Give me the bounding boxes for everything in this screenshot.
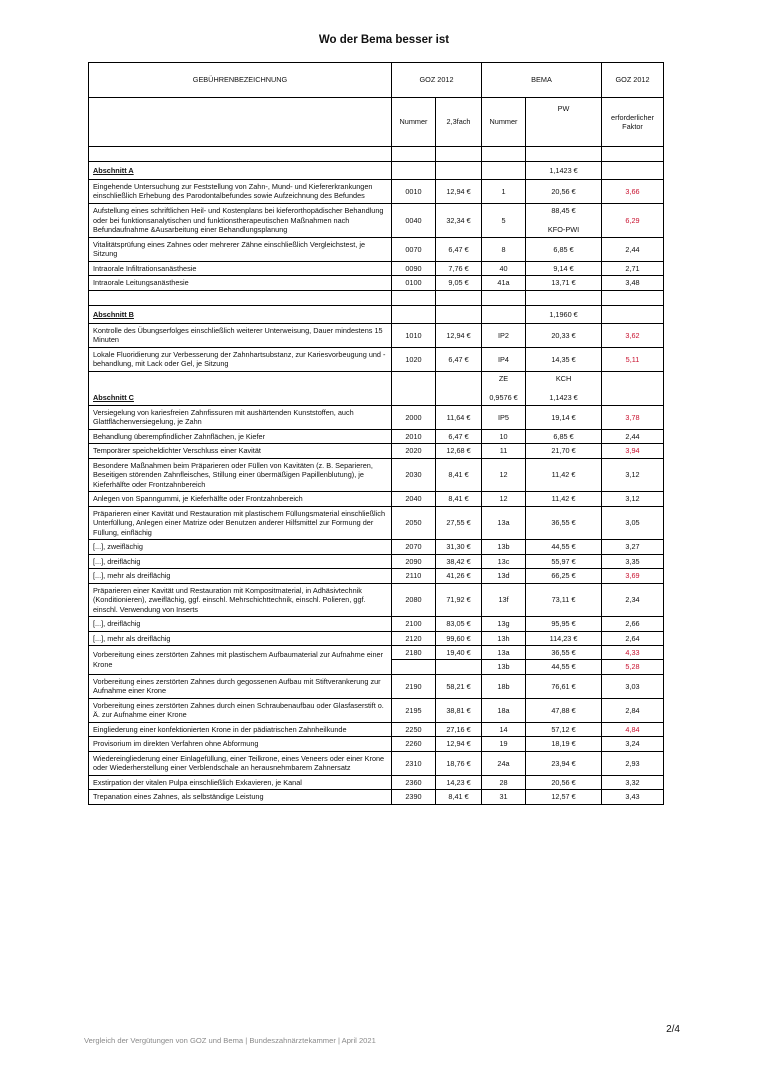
spacer-cell xyxy=(392,290,436,305)
table-row xyxy=(89,261,664,275)
bema-number: 13a xyxy=(482,645,526,659)
goz-number: 2040 xyxy=(392,492,436,506)
table-row xyxy=(89,554,664,568)
goz-number: 2090 xyxy=(392,554,436,568)
fee-comparison-table xyxy=(88,62,664,805)
bema-number: 1 xyxy=(482,180,526,204)
empty-cell xyxy=(436,305,482,323)
section-pw: 1,1423 € xyxy=(526,162,602,180)
spacer-cell xyxy=(89,290,392,305)
bema-number: 13b xyxy=(482,660,526,674)
table-row xyxy=(89,203,664,237)
bema-pw xyxy=(526,347,602,371)
bema-pw xyxy=(526,203,602,237)
table-row xyxy=(89,775,664,789)
bema-pw xyxy=(526,698,602,722)
bema-pw-value: 57,12 € xyxy=(551,724,576,734)
bema-pw-value: 95,95 € xyxy=(551,619,576,629)
empty-cell xyxy=(602,305,664,323)
subheader-nummer-goz: Nummer xyxy=(392,98,436,147)
table-row xyxy=(89,492,664,506)
table-header-row xyxy=(89,63,664,98)
bema-number: IP5 xyxy=(482,405,526,429)
bema-pw-value: 20,33 € xyxy=(551,330,576,340)
goz-number: 2050 xyxy=(392,506,436,539)
goz-number: 2360 xyxy=(392,775,436,789)
goz-2-3fach-amount: 27,16 € xyxy=(436,722,482,736)
required-factor: 3,32 xyxy=(602,775,664,789)
subheader-2-3fach: 2,3fach xyxy=(436,98,482,147)
bema-pw xyxy=(526,751,602,775)
subheader-nummer-bema: Nummer xyxy=(482,98,526,147)
bema-pw-value: 76,61 € xyxy=(551,681,576,691)
empty-cell xyxy=(482,305,526,323)
bema-pw xyxy=(526,554,602,568)
kch-label: KCH xyxy=(555,373,572,383)
required-factor: 3,12 xyxy=(602,458,664,491)
empty-cell xyxy=(392,660,436,674)
goz-number: 2195 xyxy=(392,698,436,722)
fee-description: [...], dreiflächig xyxy=(89,617,392,631)
required-factor: 2,66 xyxy=(602,617,664,631)
spacer-cell xyxy=(482,290,526,305)
bema-pw xyxy=(526,506,602,539)
bema-pw xyxy=(526,631,602,645)
table-subheader-row xyxy=(89,98,664,147)
required-factor: 3,78 xyxy=(602,405,664,429)
goz-2-3fach-amount: 6,47 € xyxy=(436,429,482,443)
bema-number: 12 xyxy=(482,458,526,491)
table-row xyxy=(89,347,664,371)
table-row xyxy=(89,444,664,458)
header-goz-right: GOZ 2012 xyxy=(602,63,664,98)
bema-pw-value: 44,55 € xyxy=(551,542,576,552)
goz-number: 0010 xyxy=(392,180,436,204)
goz-2-3fach-amount: 8,41 € xyxy=(436,492,482,506)
required-factor: 2,44 xyxy=(602,237,664,261)
required-factor: 3,62 xyxy=(602,323,664,347)
bema-pw xyxy=(526,180,602,204)
bema-pw-value: 13,71 € xyxy=(551,278,576,288)
bema-number: 13a xyxy=(482,506,526,539)
bema-number: 19 xyxy=(482,737,526,751)
required-factor: 5,11 xyxy=(602,347,664,371)
fee-description: [...], dreiflächig xyxy=(89,554,392,568)
bema-pw-value: 23,94 € xyxy=(551,758,576,768)
goz-number: 0090 xyxy=(392,261,436,275)
bema-number: 8 xyxy=(482,237,526,261)
goz-number: 2030 xyxy=(392,458,436,491)
bema-pw-value: 66,25 € xyxy=(551,571,576,581)
bema-pw-value: 20,56 € xyxy=(551,186,576,196)
goz-2-3fach-amount: 12,94 € xyxy=(436,323,482,347)
goz-number: 2110 xyxy=(392,569,436,583)
bema-number: 40 xyxy=(482,261,526,275)
section-pw: 1,1960 € xyxy=(526,305,602,323)
bema-pw xyxy=(526,444,602,458)
spacer-cell xyxy=(436,290,482,305)
goz-number: 2190 xyxy=(392,674,436,698)
bema-number: 13h xyxy=(482,631,526,645)
spacer-row xyxy=(89,290,664,305)
goz-2-3fach-amount: 32,34 € xyxy=(436,203,482,237)
goz-2-3fach-amount: 6,47 € xyxy=(436,237,482,261)
required-factor: 3,05 xyxy=(602,506,664,539)
goz-2-3fach-amount: 9,05 € xyxy=(436,276,482,290)
required-factor: 2,84 xyxy=(602,698,664,722)
fee-description: Präparieren einer Kavität und Restauration mit Kompositmaterial, in Adhäsivtechnik (Konditionieren), zweiflächig, ggf. einschl. Mehrschichttechnik, einschl. Polieren, ggf. einschl. Verwendung von Inserts xyxy=(89,583,392,616)
table-row xyxy=(89,540,664,554)
goz-2-3fach-amount: 99,60 € xyxy=(436,631,482,645)
table-row xyxy=(89,180,664,204)
fee-description: Vorbereitung eines zerstörten Zahnes mit plastischem Aufbaumaterial zur Aufnahme einer Krone xyxy=(89,645,392,674)
bema-pw-value: 12,57 € xyxy=(551,792,576,802)
required-factor: 3,94 xyxy=(602,444,664,458)
goz-2-3fach-amount: 12,94 € xyxy=(436,737,482,751)
bema-number: 10 xyxy=(482,429,526,443)
required-factor: 2,34 xyxy=(602,583,664,616)
bema-number: 18a xyxy=(482,698,526,722)
fee-description: Vorbereitung eines zerstörten Zahnes durch gegossenen Aufbau mit Stiftverankerung zur Aufnahme einer Krone xyxy=(89,674,392,698)
bema-pw-value: 114,23 € xyxy=(549,633,578,643)
required-factor: 3,43 xyxy=(602,790,664,804)
goz-2-3fach-amount: 19,40 € xyxy=(436,645,482,659)
goz-2-3fach-amount: 7,76 € xyxy=(436,261,482,275)
bema-number: 13d xyxy=(482,569,526,583)
bema-pw xyxy=(526,458,602,491)
table-row xyxy=(89,276,664,290)
required-factor: 6,29 xyxy=(602,203,664,237)
bema-number: 13g xyxy=(482,617,526,631)
bema-pw xyxy=(526,674,602,698)
empty-cell xyxy=(436,371,482,405)
table-row xyxy=(89,737,664,751)
table-row xyxy=(89,506,664,539)
fee-description: [...], mehr als dreiflächig xyxy=(89,631,392,645)
goz-2-3fach-amount: 58,21 € xyxy=(436,674,482,698)
subheader-pw: PW xyxy=(526,98,602,147)
goz-2-3fach-amount: 38,42 € xyxy=(436,554,482,568)
fee-description: Lokale Fluoridierung zur Verbesserung der Zahnhartsubstanz, zur Kariesvorbeugung und -behandlung, mit Lack oder Gel, je Sitzung xyxy=(89,347,392,371)
bema-pw xyxy=(526,237,602,261)
section-row-b xyxy=(89,305,664,323)
subheader-blank xyxy=(89,98,392,147)
goz-number: 0070 xyxy=(392,237,436,261)
table-row xyxy=(89,751,664,775)
spacer-cell xyxy=(526,290,602,305)
empty-cell xyxy=(392,371,436,405)
bema-pw xyxy=(526,276,602,290)
bema-pw-value: 6,85 € xyxy=(553,244,574,254)
fee-description: [...], zweiflächig xyxy=(89,540,392,554)
page-title: Wo der Bema besser ist xyxy=(318,34,450,46)
table-row xyxy=(89,631,664,645)
fee-description: Eingehende Untersuchung zur Feststellung von Zahn-, Mund- und Kiefererkrankungen einschließlich Erhebung des Parodontalbefundes sowie Aufzeichnung des Befundes xyxy=(89,180,392,204)
fee-description: Exstirpation der vitalen Pulpa einschließlich Exkavieren, je Kanal xyxy=(89,775,392,789)
goz-number: 2250 xyxy=(392,722,436,736)
bema-pw-value: 9,14 € xyxy=(553,263,574,273)
bema-number: 13c xyxy=(482,554,526,568)
bema-pw xyxy=(526,583,602,616)
required-factor: 3,27 xyxy=(602,540,664,554)
spacer-row xyxy=(89,147,664,162)
required-factor: 3,35 xyxy=(602,554,664,568)
fee-description: Kontrolle des Übungserfolges einschließlich weiterer Unterweisung, Dauer mindestens 15 Minuten xyxy=(89,323,392,347)
bema-pw xyxy=(526,722,602,736)
ze-label: ZE xyxy=(498,373,509,383)
table-row xyxy=(89,237,664,261)
bema-number: IP4 xyxy=(482,347,526,371)
fee-description: Besondere Maßnahmen beim Präparieren oder Füllen von Kavitäten (z. B. Separieren, Beseitigen störenden Zahnfleisches, Stillung einer übermäßigen Papillenblutung), je Kieferhälfte oder Frontzahnbereich xyxy=(89,458,392,491)
bema-pw-value: 19,14 € xyxy=(551,412,576,422)
bema-pw-value: 73,11 € xyxy=(551,595,576,605)
goz-number: 2000 xyxy=(392,405,436,429)
required-factor: 4,84 xyxy=(602,722,664,736)
goz-number: 2010 xyxy=(392,429,436,443)
required-factor: 2,64 xyxy=(602,631,664,645)
table-row xyxy=(89,429,664,443)
table-row xyxy=(89,698,664,722)
goz-number: 2120 xyxy=(392,631,436,645)
goz-2-3fach-amount: 12,94 € xyxy=(436,180,482,204)
bema-pw xyxy=(526,617,602,631)
goz-2-3fach-amount: 38,81 € xyxy=(436,698,482,722)
goz-2-3fach-amount: 11,64 € xyxy=(436,405,482,429)
bema-pw: 36,55 € xyxy=(526,645,602,659)
bema-number: 14 xyxy=(482,722,526,736)
bema-number: 28 xyxy=(482,775,526,789)
required-factor: 3,24 xyxy=(602,737,664,751)
fee-description: [...], mehr als dreiflächig xyxy=(89,569,392,583)
required-factor: 2,93 xyxy=(602,751,664,775)
bema-pw-value: 11,42 € xyxy=(551,470,576,480)
ze-value: 0,9576 € xyxy=(489,393,518,403)
section-title: Abschnitt A xyxy=(89,162,392,180)
bema-number: 41a xyxy=(482,276,526,290)
empty-cell xyxy=(602,371,664,405)
bema-pw-value: 21,70 € xyxy=(551,446,576,456)
goz-2-3fach-amount: 18,76 € xyxy=(436,751,482,775)
table-row xyxy=(89,617,664,631)
bema-pw-value: 55,97 € xyxy=(551,556,576,566)
fee-description: Temporärer speicheldichter Verschluss einer Kavität xyxy=(89,444,392,458)
section-ze xyxy=(482,371,526,405)
section-kch xyxy=(526,371,602,405)
bema-pw xyxy=(526,261,602,275)
goz-2-3fach-amount: 83,05 € xyxy=(436,617,482,631)
goz-number: 1020 xyxy=(392,347,436,371)
bema-number: 11 xyxy=(482,444,526,458)
goz-number: 2310 xyxy=(392,751,436,775)
bema-number: 31 xyxy=(482,790,526,804)
fee-description: Aufstellung eines schriftlichen Heil- und Kostenplans bei kieferorthopädischer Behandlung oder bei funktionsanalytischen und funktionstherapeutischen Maßnahmen nach Befundaufnahme &Ausarbeitung einer Behandlungsplanung xyxy=(89,203,392,237)
fee-description: Intraorale Leitungsanästhesie xyxy=(89,276,392,290)
bema-pw xyxy=(526,492,602,506)
bema-number: 24a xyxy=(482,751,526,775)
goz-number: 2080 xyxy=(392,583,436,616)
bema-number: 5 xyxy=(482,203,526,237)
required-factor: 3,69 xyxy=(602,569,664,583)
bema-pw-value: 36,55 € xyxy=(551,518,576,528)
required-factor: 5,28 xyxy=(602,660,664,674)
goz-2-3fach-amount: 8,41 € xyxy=(436,458,482,491)
table-row xyxy=(89,583,664,616)
fee-description: Behandlung überempfindlicher Zahnflächen, je Kiefer xyxy=(89,429,392,443)
bema-pw xyxy=(526,790,602,804)
subheader-faktor: erforderlicher Faktor xyxy=(602,98,664,147)
bema-pw-value: 88,45 € xyxy=(551,205,576,215)
goz-2-3fach-amount: 27,55 € xyxy=(436,506,482,539)
fee-description: Vitalitätsprüfung eines Zahnes oder mehrerer Zähne einschließlich Vergleichstest, je Sitzung xyxy=(89,237,392,261)
table-row xyxy=(89,323,664,347)
goz-number: 2100 xyxy=(392,617,436,631)
required-factor: 4,33 xyxy=(602,645,664,659)
required-factor: 3,66 xyxy=(602,180,664,204)
fee-description: Intraorale Infiltrationsanästhesie xyxy=(89,261,392,275)
header-goz-group: GOZ 2012 xyxy=(392,63,482,98)
fee-description: Wiedereingliederung einer Einlagefüllung, einer Teilkrone, eines Veneers oder einer Krone oder Wiederherstellung einer Verblendschale an herausnehmbarem Zahnersatz xyxy=(89,751,392,775)
required-factor: 2,44 xyxy=(602,429,664,443)
goz-number: 2390 xyxy=(392,790,436,804)
bema-number: IP2 xyxy=(482,323,526,347)
table-row xyxy=(89,458,664,491)
bema-pw xyxy=(526,323,602,347)
bema-pw-value: 6,85 € xyxy=(553,431,574,441)
bema-pw-value: 11,42 € xyxy=(551,494,576,504)
fee-description: Trepanation eines Zahnes, als selbständige Leistung xyxy=(89,790,392,804)
goz-number: 2260 xyxy=(392,737,436,751)
fee-description: Versiegelung von kariesfreien Zahnfissuren mit aushärtenden Kunststoffen, auch Glattflächenversiegelung, je Zahn xyxy=(89,405,392,429)
fee-description: Vorbereitung eines zerstörten Zahnes durch einen Schraubenaufbau oder Glasfaserstift o. Ä. zur Aufnahme einer Krone xyxy=(89,698,392,722)
table-row xyxy=(89,674,664,698)
table-row xyxy=(89,645,664,659)
table-row xyxy=(89,405,664,429)
section-row-c xyxy=(89,371,664,405)
bema-pw: 44,55 € xyxy=(526,660,602,674)
bema-pw xyxy=(526,569,602,583)
bema-number: 13f xyxy=(482,583,526,616)
bema-pw xyxy=(526,775,602,789)
goz-2-3fach-amount: 6,47 € xyxy=(436,347,482,371)
empty-cell xyxy=(436,660,482,674)
section-row-a xyxy=(89,162,664,180)
bema-number: 12 xyxy=(482,492,526,506)
goz-2-3fach-amount: 71,92 € xyxy=(436,583,482,616)
goz-number: 2020 xyxy=(392,444,436,458)
goz-number: 1010 xyxy=(392,323,436,347)
table-row xyxy=(89,790,664,804)
goz-number: 0040 xyxy=(392,203,436,237)
goz-2-3fach-amount: 14,23 € xyxy=(436,775,482,789)
goz-2-3fach-amount: 8,41 € xyxy=(436,790,482,804)
header-fee-name: GEBÜHRENBEZEICHNUNG xyxy=(89,63,392,98)
fee-description: Anlegen von Spanngummi, je Kieferhälfte oder Frontzahnbereich xyxy=(89,492,392,506)
section-title: Abschnitt B xyxy=(89,305,392,323)
bema-pw-value: 14,35 € xyxy=(551,354,576,364)
bema-number: 18b xyxy=(482,674,526,698)
section-title: Abschnitt C xyxy=(89,371,392,405)
bema-pw xyxy=(526,737,602,751)
goz-number: 0100 xyxy=(392,276,436,290)
required-factor: 2,71 xyxy=(602,261,664,275)
required-factor: 3,48 xyxy=(602,276,664,290)
bema-pw xyxy=(526,429,602,443)
empty-cell xyxy=(392,305,436,323)
page-footer: Vergleich der Vergütungen von GOZ und Bema | Bundeszahnärztekammer | April 2021 xyxy=(84,1036,376,1045)
kch-value: 1,1423 € xyxy=(549,393,578,403)
header-bema-group: BEMA xyxy=(482,63,602,98)
goz-number: 2070 xyxy=(392,540,436,554)
required-factor: 3,12 xyxy=(602,492,664,506)
bema-number: 13b xyxy=(482,540,526,554)
fee-description: Präparieren einer Kavität und Restauration mit plastischem Füllungsmaterial einschließlich Unterfüllung, Anlegen einer Matrize oder Benutzen anderer Hilfsmittel zur Formung der Füllung, einflächig xyxy=(89,506,392,539)
table-row xyxy=(89,569,664,583)
bema-pw xyxy=(526,405,602,429)
goz-2-3fach-amount: 31,30 € xyxy=(436,540,482,554)
fee-description: Eingliederung einer konfektionierten Krone in der pädiatrischen Zahnheilkunde xyxy=(89,722,392,736)
page-number: 2/4 xyxy=(666,1024,680,1035)
goz-2-3fach-amount: 41,26 € xyxy=(436,569,482,583)
bema-pw xyxy=(526,540,602,554)
bema-pw-value: 20,56 € xyxy=(551,777,576,787)
table-row xyxy=(89,722,664,736)
bema-pw-value: 18,19 € xyxy=(551,739,576,749)
fee-description: Provisorium im direkten Verfahren ohne Abformung xyxy=(89,737,392,751)
bema-pw-note: KFO-PWI xyxy=(547,225,580,235)
required-factor: 3,03 xyxy=(602,674,664,698)
goz-2-3fach-amount: 12,68 € xyxy=(436,444,482,458)
bema-pw-value: 47,88 € xyxy=(551,705,576,715)
spacer-cell xyxy=(602,290,664,305)
goz-number: 2180 xyxy=(392,645,436,659)
